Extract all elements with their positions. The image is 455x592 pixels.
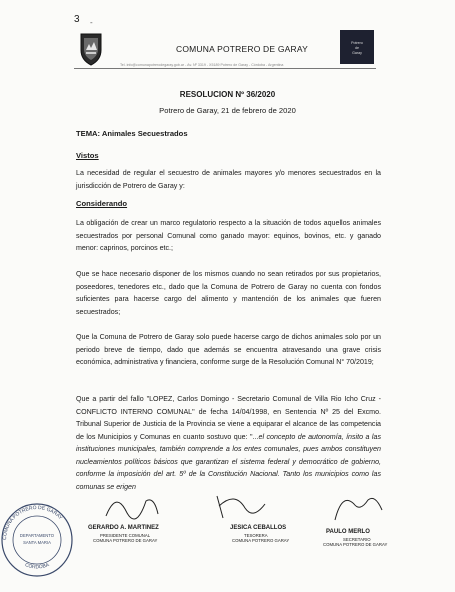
signature-name: PAULO MERLO: [326, 529, 370, 535]
shield-icon: [78, 32, 104, 66]
seal-stamp: [0, 500, 74, 578]
seal-inner-line: SANTA MARIA: [23, 540, 51, 545]
seal-outer-text: COMUNA POTRERO DE GARAY: [1, 504, 64, 541]
signature-role: SECRETARIO: [343, 537, 371, 542]
seal-bottom-text: CORDOBA: [23, 562, 51, 571]
considerando-heading: Considerando: [76, 199, 128, 208]
date-line: Potrero de Garay, 21 de febrero de 2020: [159, 106, 296, 115]
quote-italic: el concepto de autonomía, ínsito a las instituciones municipales, también comprende a los entes comunales, pues ambos constituyen nucleamientos políticos básicos que garantizan el sistema federal y democrático de gobierno, conforme la imposición del art. 5º de la Constitución Nacional. Tanto los municipios como las comunas se erigen: [76, 432, 381, 491]
tema-heading: TEMA: Animales Secuestrados: [76, 129, 188, 138]
signature-name: JESICA CEBALLOS: [230, 525, 287, 531]
brand-logo-line: Potrero: [351, 41, 363, 45]
brand-logo-line: Garay: [352, 51, 362, 55]
signature-role: PRESIDENTE COMUNAL: [100, 533, 151, 538]
signature-name: GERARDO A. MARTINEZ: [88, 525, 159, 531]
considerando-paragraph: Que la Comuna de Potrero de Garay solo puede hacerse cargo de dichos animales solo por un periodo breve de tiempo, dado que además se encuentra atravesando una grave crisis económica, administrativa y financiera, conforme surge de la Resolución Comunal N° 70/2019;: [76, 333, 381, 366]
resolution-title: RESOLUCION Nº 36/2020: [179, 90, 276, 99]
considerando-paragraph-quote: [76, 393, 381, 493]
page-mark: -: [90, 18, 93, 27]
header-contact: Tel. info@comunapotrerodegaray.gob.ar - Av. Nº 3319 - X5189 Potrero de Garay - Córdoba - Argentina: [120, 63, 284, 67]
signature-scribble: [205, 486, 275, 526]
header-divider: [74, 68, 376, 69]
signature-role: COMUNA POTRERO GARAY: [232, 538, 290, 543]
brand-logo: [340, 30, 374, 64]
signature-scribble: [96, 486, 166, 526]
signature-role: TESORERA: [244, 533, 268, 538]
vistos-heading: Vistos: [76, 151, 99, 160]
vistos-text: La necesidad de regular el secuestro de animales mayores y/o menores secuestrados en la jurisdicción de Potrero de Garay y:: [76, 169, 381, 190]
signature-role: COMUNA POTRERO DE GARAY: [93, 538, 158, 543]
page-number: 3: [74, 14, 80, 25]
brand-logo-line: de: [355, 46, 359, 50]
considerando-paragraph: Que se hace necesario disponer de los mismos cuando no sean retirados por sus propietarios, poseedores, tenedores etc., dado que la Comuna de Potrero de Garay no cuenta con fondos suficientes para hacerse cargo del alimento y mantención de los animales que fueren secuestrados;: [76, 270, 381, 316]
signature-scribble: [320, 486, 390, 526]
seal-inner-line: DEPARTAMENTO: [19, 533, 55, 538]
signature-role: COMUNA POTRERO DE GARAY: [323, 542, 388, 547]
quote-intro: Que a partir del fallo "LOPEZ, Carlos Domingo - Secretario Comunal de Villa Rio Icho Cruz - CONFLICTO INTERNO COMUNAL" de fecha 14/04/1998, en Sentencia Nº 25 del Excmo. Tribunal Superior de Justicia de la Provincia se viene a equiparar el alcance de las competencia de los Municipios y Comunas en cuanto sostuvo que: "...: [76, 395, 381, 441]
header-title: COMUNA POTRERO DE GARAY: [176, 44, 308, 54]
considerando-paragraph: La obligación de crear un marco regulatorio respecto a la situación de todos aquellos animales secuestrados por personal Comunal como ganado mayor: equinos, bovinos, etc. y ganado menor: caprinos, porcinos etc.;: [76, 219, 381, 252]
svg-text:CORDOBA: [24, 562, 51, 571]
